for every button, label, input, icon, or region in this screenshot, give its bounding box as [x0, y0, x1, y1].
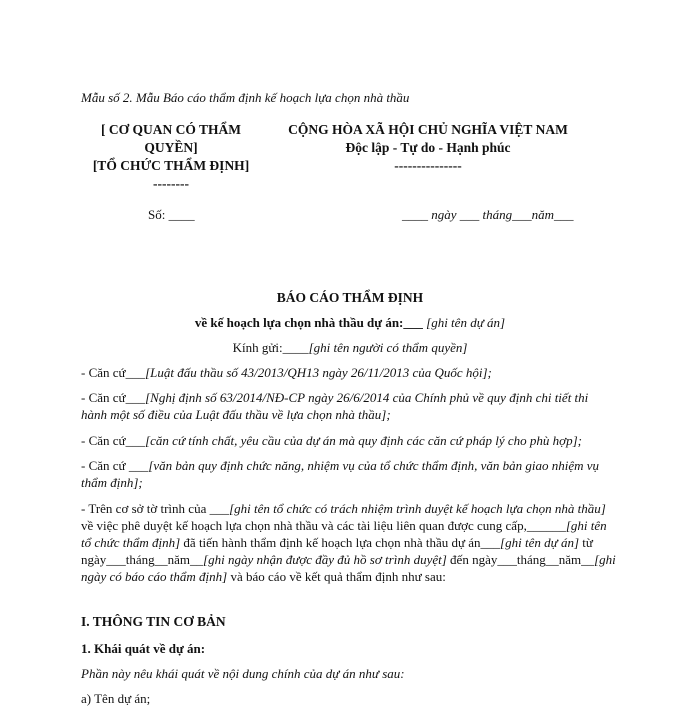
- basis-para-text-5: đến ngày___tháng__năm__: [446, 552, 595, 567]
- org-line-3: [TỔ CHỨC THẨM ĐỊNH]: [92, 158, 250, 173]
- recipient-prefix: Kính gửi:____: [232, 340, 309, 355]
- basis-paragraph: [81, 500, 616, 585]
- org-line-1: [ CƠ QUAN CÓ THẨM: [101, 122, 241, 137]
- basis-para-text-6: và báo cáo về kết quả thẩm định như sau:: [227, 569, 446, 584]
- basis-para-italic-2: [ghi tên tổ chức thẩm định]: [81, 518, 607, 550]
- report-subtitle: [0, 315, 700, 331]
- basis-para-text-4: từ ngày___tháng__năm__: [81, 535, 593, 567]
- basis-text: [văn bản quy định chức năng, nhiệm vụ của tổ chức thẩm định, văn bản giao nhiệm vụ thẩm định];: [81, 458, 600, 490]
- national-header: [278, 121, 578, 175]
- document-number: Số: ____: [148, 207, 195, 222]
- basis-para-italic-5: [ghi ngày có báo cáo thẩm định]: [81, 552, 616, 584]
- basis-prefix: - Căn cứ___: [81, 433, 146, 448]
- list-item-a: a) Tên dự án;: [81, 691, 151, 706]
- basis-para-italic-4: [ghi ngày nhận được đầy đủ hồ sơ trình duyệt]: [203, 552, 447, 567]
- basis-para-text-3: đã tiến hành thẩm định kế hoạch lựa chọn nhà thầu dự án___: [180, 535, 501, 550]
- subsection-note: Phần này nêu khái quát về nội dung chính của dự án như sau:: [81, 666, 405, 681]
- basis-text: [căn cứ tính chất, yêu cầu của dự án mà quy định các căn cứ pháp lý cho phù hợp];: [145, 433, 582, 448]
- report-subtitle-project: [ghi tên dự án]: [426, 315, 506, 330]
- basis-para-italic-3: [ghi tên dự án]: [500, 535, 579, 550]
- basis-item: [81, 457, 616, 491]
- basis-para-italic-1: [ghi tên tổ chức có trách nhiệm trình duyệt kế hoạch lựa chọn nhà thầu]: [229, 501, 606, 516]
- basis-prefix: - Căn cứ ___: [81, 458, 149, 473]
- basis-item: [81, 389, 616, 423]
- national-divider: ---------------: [394, 158, 462, 173]
- recipient-placeholder: [ghi tên người có thẩm quyền]: [308, 340, 468, 355]
- section-heading: I. THÔNG TIN CƠ BẢN: [81, 614, 226, 629]
- org-header: [81, 121, 261, 193]
- report-title: BÁO CÁO THẨM ĐỊNH: [276, 290, 424, 305]
- document-date: ____ ngày ___ tháng___năm___: [402, 207, 574, 222]
- subsection-heading: 1. Khái quát về dự án:: [81, 641, 206, 656]
- basis-item: [81, 364, 616, 381]
- basis-para-text-1: - Trên cơ sở tờ trình của ___: [81, 501, 230, 516]
- basis-text: [Luật đấu thầu số 43/2013/QH13 ngày 26/11/2013 của Quốc hội];: [145, 365, 492, 380]
- form-title: Mẫu số 2. Mẫu Báo cáo thẩm định kế hoạch lựa chọn nhà thầu: [81, 90, 410, 105]
- basis-text: [Nghị định số 63/2014/NĐ-CP ngày 26/6/2014 của Chính phủ về quy định chi tiết thi hành một số điều của Luật đấu thầu về lựa chọn nhà thầu];: [81, 390, 589, 422]
- org-line-2: QUYỀN]: [144, 140, 198, 155]
- basis-para-text-2: về việc phê duyệt kế hoạch lựa chọn nhà thầu và các tài liệu liên quan được cung cấp,______: [81, 518, 566, 533]
- basis-item: [81, 432, 616, 449]
- recipient-line: [0, 340, 700, 356]
- org-line-4: --------: [153, 176, 189, 191]
- report-subtitle-text: về kế hoạch lựa chọn nhà thầu dự án:___: [194, 315, 423, 330]
- basis-prefix: - Căn cứ___: [81, 390, 146, 405]
- national-slogan: Độc lập - Tự do - Hạnh phúc: [345, 140, 511, 155]
- basis-prefix: - Căn cứ___: [81, 365, 146, 380]
- national-motto: CỘNG HÒA XÃ HỘI CHỦ NGHĨA VIỆT NAM: [288, 122, 568, 137]
